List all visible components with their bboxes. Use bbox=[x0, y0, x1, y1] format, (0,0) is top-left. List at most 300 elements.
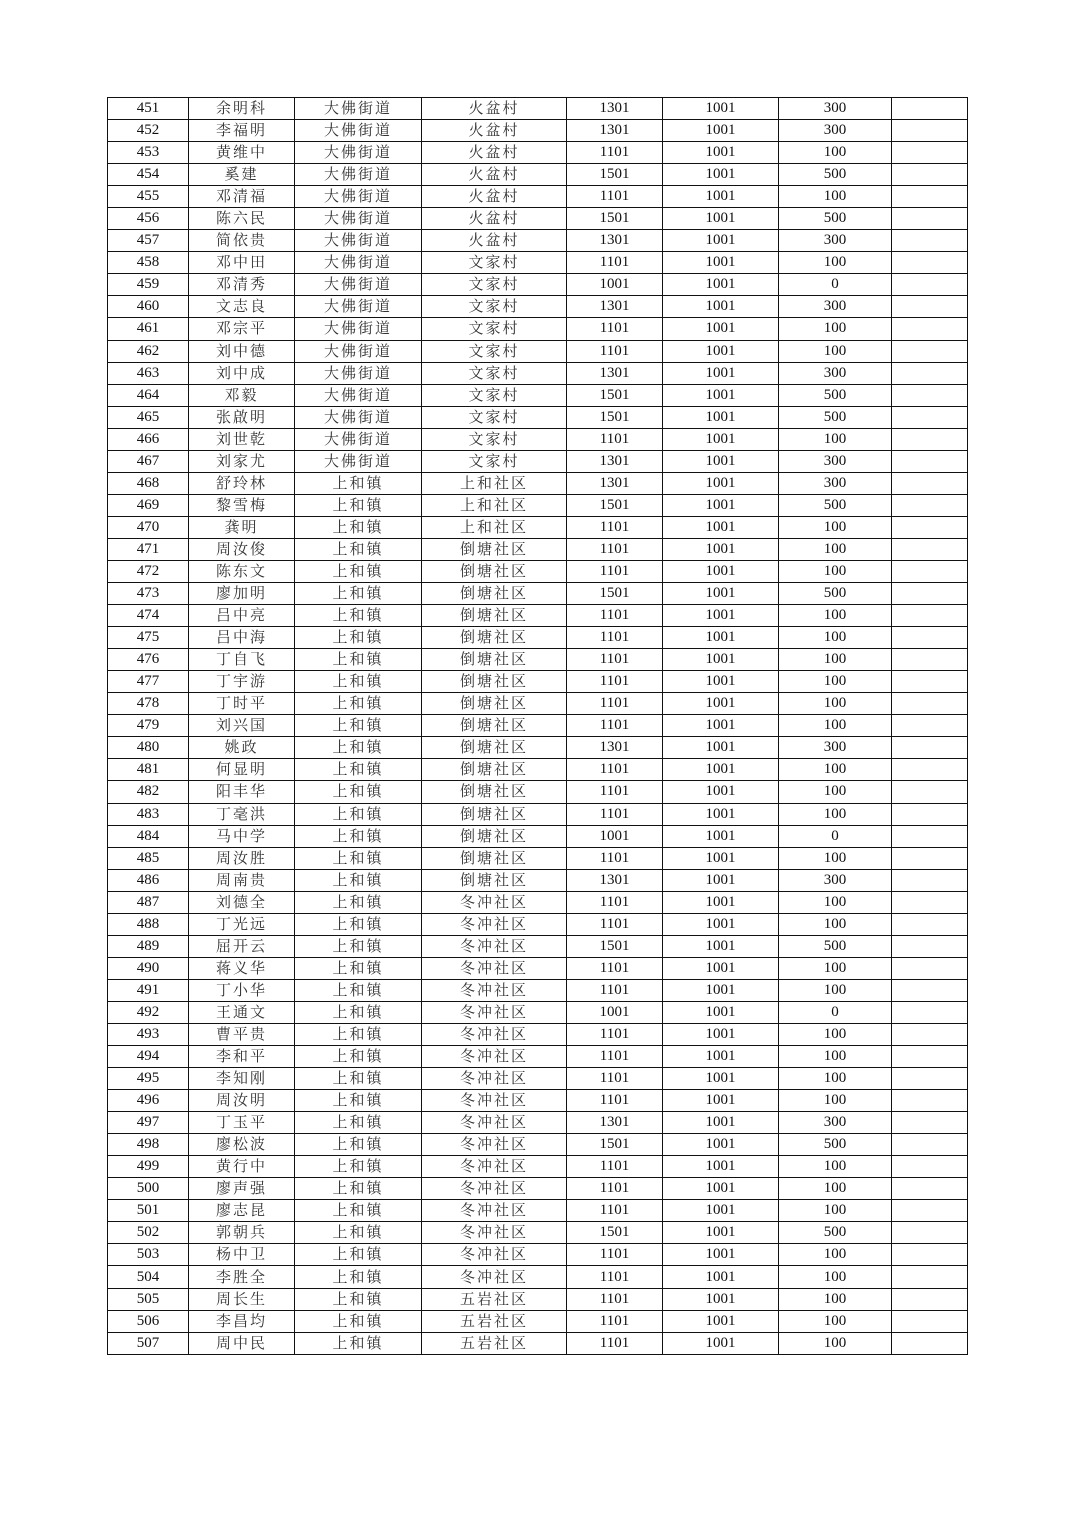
code-a-cell: 1101 bbox=[567, 693, 663, 715]
town-cell: 上和镇 bbox=[295, 605, 422, 627]
table-row bbox=[108, 1310, 968, 1332]
village-cell: 冬冲社区 bbox=[422, 1023, 567, 1045]
remark-cell bbox=[892, 1222, 968, 1244]
amount-cell: 100 bbox=[779, 649, 892, 671]
name-cell: 刘德全 bbox=[189, 891, 295, 913]
code-a-cell: 1301 bbox=[567, 869, 663, 891]
seq-cell: 492 bbox=[108, 1001, 189, 1023]
code-b-cell: 1001 bbox=[663, 1288, 779, 1310]
amount-cell: 100 bbox=[779, 1023, 892, 1045]
table-row bbox=[108, 516, 968, 538]
amount-cell: 100 bbox=[779, 979, 892, 1001]
name-cell: 李福明 bbox=[189, 120, 295, 142]
code-b-cell: 1001 bbox=[663, 715, 779, 737]
amount-cell: 500 bbox=[779, 384, 892, 406]
name-cell: 黎雪梅 bbox=[189, 494, 295, 516]
code-b-cell: 1001 bbox=[663, 98, 779, 120]
amount-cell: 100 bbox=[779, 957, 892, 979]
amount-cell: 100 bbox=[779, 605, 892, 627]
amount-cell: 100 bbox=[779, 715, 892, 737]
table-row bbox=[108, 494, 968, 516]
table-row bbox=[108, 891, 968, 913]
code-a-cell: 1101 bbox=[567, 671, 663, 693]
remark-cell bbox=[892, 1288, 968, 1310]
code-b-cell: 1001 bbox=[663, 340, 779, 362]
remark-cell bbox=[892, 1310, 968, 1332]
code-a-cell: 1101 bbox=[567, 1068, 663, 1090]
remark-cell bbox=[892, 913, 968, 935]
code-a-cell: 1101 bbox=[567, 1310, 663, 1332]
code-b-cell: 1001 bbox=[663, 296, 779, 318]
seq-cell: 496 bbox=[108, 1090, 189, 1112]
code-b-cell: 1001 bbox=[663, 1068, 779, 1090]
village-cell: 火盆村 bbox=[422, 120, 567, 142]
remark-cell bbox=[892, 142, 968, 164]
name-cell: 丁玉平 bbox=[189, 1112, 295, 1134]
seq-cell: 471 bbox=[108, 538, 189, 560]
seq-cell: 475 bbox=[108, 627, 189, 649]
seq-cell: 498 bbox=[108, 1134, 189, 1156]
code-a-cell: 1301 bbox=[567, 120, 663, 142]
name-cell: 刘中成 bbox=[189, 362, 295, 384]
table-row bbox=[108, 208, 968, 230]
village-cell: 倒塘社区 bbox=[422, 583, 567, 605]
village-cell: 倒塘社区 bbox=[422, 781, 567, 803]
amount-cell: 100 bbox=[779, 781, 892, 803]
code-a-cell: 1101 bbox=[567, 252, 663, 274]
seq-cell: 502 bbox=[108, 1222, 189, 1244]
name-cell: 郭朝兵 bbox=[189, 1222, 295, 1244]
code-b-cell: 1001 bbox=[663, 847, 779, 869]
town-cell: 上和镇 bbox=[295, 1023, 422, 1045]
amount-cell: 100 bbox=[779, 1178, 892, 1200]
remark-cell bbox=[892, 825, 968, 847]
amount-cell: 100 bbox=[779, 671, 892, 693]
code-a-cell: 1301 bbox=[567, 98, 663, 120]
seq-cell: 500 bbox=[108, 1178, 189, 1200]
village-cell: 倒塘社区 bbox=[422, 693, 567, 715]
town-cell: 大佛街道 bbox=[295, 362, 422, 384]
name-cell: 邓宗平 bbox=[189, 318, 295, 340]
town-cell: 上和镇 bbox=[295, 869, 422, 891]
name-cell: 吕中海 bbox=[189, 627, 295, 649]
town-cell: 大佛街道 bbox=[295, 142, 422, 164]
code-b-cell: 1001 bbox=[663, 869, 779, 891]
table-row bbox=[108, 671, 968, 693]
code-b-cell: 1001 bbox=[663, 516, 779, 538]
seq-cell: 455 bbox=[108, 186, 189, 208]
code-a-cell: 1101 bbox=[567, 428, 663, 450]
amount-cell: 100 bbox=[779, 428, 892, 450]
remark-cell bbox=[892, 1023, 968, 1045]
code-b-cell: 1001 bbox=[663, 1244, 779, 1266]
remark-cell bbox=[892, 1200, 968, 1222]
remark-cell bbox=[892, 340, 968, 362]
village-cell: 火盆村 bbox=[422, 208, 567, 230]
seq-cell: 462 bbox=[108, 340, 189, 362]
code-a-cell: 1101 bbox=[567, 1178, 663, 1200]
village-cell: 文家村 bbox=[422, 318, 567, 340]
name-cell: 周汝胜 bbox=[189, 847, 295, 869]
amount-cell: 0 bbox=[779, 274, 892, 296]
code-a-cell: 1101 bbox=[567, 516, 663, 538]
table-row bbox=[108, 737, 968, 759]
remark-cell bbox=[892, 450, 968, 472]
remark-cell bbox=[892, 781, 968, 803]
seq-cell: 451 bbox=[108, 98, 189, 120]
code-b-cell: 1001 bbox=[663, 362, 779, 384]
table-row bbox=[108, 979, 968, 1001]
town-cell: 大佛街道 bbox=[295, 164, 422, 186]
seq-cell: 480 bbox=[108, 737, 189, 759]
name-cell: 龚明 bbox=[189, 516, 295, 538]
amount-cell: 300 bbox=[779, 230, 892, 252]
code-b-cell: 1001 bbox=[663, 120, 779, 142]
town-cell: 大佛街道 bbox=[295, 296, 422, 318]
name-cell: 刘兴国 bbox=[189, 715, 295, 737]
code-b-cell: 1001 bbox=[663, 1266, 779, 1288]
town-cell: 上和镇 bbox=[295, 715, 422, 737]
seq-cell: 452 bbox=[108, 120, 189, 142]
table-row bbox=[108, 1001, 968, 1023]
village-cell: 倒塘社区 bbox=[422, 627, 567, 649]
code-b-cell: 1001 bbox=[663, 913, 779, 935]
remark-cell bbox=[892, 208, 968, 230]
name-cell: 廖加明 bbox=[189, 583, 295, 605]
town-cell: 上和镇 bbox=[295, 649, 422, 671]
amount-cell: 100 bbox=[779, 516, 892, 538]
town-cell: 上和镇 bbox=[295, 1090, 422, 1112]
name-cell: 李胜全 bbox=[189, 1266, 295, 1288]
town-cell: 上和镇 bbox=[295, 1244, 422, 1266]
town-cell: 大佛街道 bbox=[295, 274, 422, 296]
remark-cell bbox=[892, 406, 968, 428]
amount-cell: 100 bbox=[779, 913, 892, 935]
name-cell: 姚政 bbox=[189, 737, 295, 759]
seq-cell: 482 bbox=[108, 781, 189, 803]
code-a-cell: 1101 bbox=[567, 1332, 663, 1354]
seq-cell: 453 bbox=[108, 142, 189, 164]
amount-cell: 300 bbox=[779, 450, 892, 472]
amount-cell: 300 bbox=[779, 472, 892, 494]
village-cell: 冬冲社区 bbox=[422, 1222, 567, 1244]
table-row bbox=[108, 627, 968, 649]
remark-cell bbox=[892, 627, 968, 649]
amount-cell: 100 bbox=[779, 560, 892, 582]
amount-cell: 0 bbox=[779, 1001, 892, 1023]
code-b-cell: 1001 bbox=[663, 186, 779, 208]
amount-cell: 300 bbox=[779, 737, 892, 759]
seq-cell: 468 bbox=[108, 472, 189, 494]
village-cell: 五岩社区 bbox=[422, 1310, 567, 1332]
code-b-cell: 1001 bbox=[663, 406, 779, 428]
code-a-cell: 1101 bbox=[567, 1046, 663, 1068]
town-cell: 上和镇 bbox=[295, 560, 422, 582]
code-b-cell: 1001 bbox=[663, 693, 779, 715]
amount-cell: 300 bbox=[779, 869, 892, 891]
code-b-cell: 1001 bbox=[663, 274, 779, 296]
amount-cell: 100 bbox=[779, 891, 892, 913]
amount-cell: 100 bbox=[779, 1068, 892, 1090]
table-row bbox=[108, 605, 968, 627]
village-cell: 上和社区 bbox=[422, 516, 567, 538]
code-a-cell: 1101 bbox=[567, 891, 663, 913]
village-cell: 五岩社区 bbox=[422, 1332, 567, 1354]
village-cell: 文家村 bbox=[422, 384, 567, 406]
table-row bbox=[108, 384, 968, 406]
name-cell: 丁自飞 bbox=[189, 649, 295, 671]
table-row bbox=[108, 1156, 968, 1178]
seq-cell: 470 bbox=[108, 516, 189, 538]
seq-cell: 489 bbox=[108, 935, 189, 957]
code-b-cell: 1001 bbox=[663, 384, 779, 406]
code-b-cell: 1001 bbox=[663, 1222, 779, 1244]
remark-cell bbox=[892, 1090, 968, 1112]
code-b-cell: 1001 bbox=[663, 1112, 779, 1134]
remark-cell bbox=[892, 891, 968, 913]
code-a-cell: 1501 bbox=[567, 384, 663, 406]
town-cell: 上和镇 bbox=[295, 472, 422, 494]
seq-cell: 469 bbox=[108, 494, 189, 516]
table-row bbox=[108, 340, 968, 362]
remark-cell bbox=[892, 274, 968, 296]
code-a-cell: 1101 bbox=[567, 538, 663, 560]
table-row bbox=[108, 142, 968, 164]
code-b-cell: 1001 bbox=[663, 803, 779, 825]
code-b-cell: 1001 bbox=[663, 230, 779, 252]
town-cell: 上和镇 bbox=[295, 913, 422, 935]
amount-cell: 100 bbox=[779, 1156, 892, 1178]
town-cell: 上和镇 bbox=[295, 1112, 422, 1134]
code-a-cell: 1101 bbox=[567, 759, 663, 781]
amount-cell: 500 bbox=[779, 1134, 892, 1156]
town-cell: 上和镇 bbox=[295, 847, 422, 869]
amount-cell: 100 bbox=[779, 1090, 892, 1112]
code-a-cell: 1101 bbox=[567, 1200, 663, 1222]
remark-cell bbox=[892, 230, 968, 252]
town-cell: 上和镇 bbox=[295, 583, 422, 605]
table-row bbox=[108, 715, 968, 737]
village-cell: 文家村 bbox=[422, 450, 567, 472]
seq-cell: 491 bbox=[108, 979, 189, 1001]
name-cell: 周汝明 bbox=[189, 1090, 295, 1112]
village-cell: 上和社区 bbox=[422, 494, 567, 516]
name-cell: 刘家尤 bbox=[189, 450, 295, 472]
code-b-cell: 1001 bbox=[663, 1156, 779, 1178]
code-b-cell: 1001 bbox=[663, 1090, 779, 1112]
code-b-cell: 1001 bbox=[663, 583, 779, 605]
town-cell: 上和镇 bbox=[295, 825, 422, 847]
code-b-cell: 1001 bbox=[663, 891, 779, 913]
seq-cell: 505 bbox=[108, 1288, 189, 1310]
remark-cell bbox=[892, 1068, 968, 1090]
code-a-cell: 1101 bbox=[567, 1156, 663, 1178]
table-row bbox=[108, 318, 968, 340]
town-cell: 上和镇 bbox=[295, 759, 422, 781]
village-cell: 冬冲社区 bbox=[422, 1156, 567, 1178]
remark-cell bbox=[892, 869, 968, 891]
name-cell: 周南贵 bbox=[189, 869, 295, 891]
remark-cell bbox=[892, 583, 968, 605]
village-cell: 冬冲社区 bbox=[422, 1046, 567, 1068]
amount-cell: 100 bbox=[779, 1332, 892, 1354]
code-a-cell: 1101 bbox=[567, 781, 663, 803]
town-cell: 上和镇 bbox=[295, 737, 422, 759]
remark-cell bbox=[892, 1332, 968, 1354]
town-cell: 大佛街道 bbox=[295, 98, 422, 120]
seq-cell: 488 bbox=[108, 913, 189, 935]
town-cell: 上和镇 bbox=[295, 516, 422, 538]
name-cell: 马中学 bbox=[189, 825, 295, 847]
table-row bbox=[108, 913, 968, 935]
remark-cell bbox=[892, 252, 968, 274]
code-a-cell: 1501 bbox=[567, 208, 663, 230]
code-a-cell: 1301 bbox=[567, 296, 663, 318]
code-a-cell: 1101 bbox=[567, 318, 663, 340]
remark-cell bbox=[892, 1001, 968, 1023]
table-row bbox=[108, 560, 968, 582]
town-cell: 大佛街道 bbox=[295, 208, 422, 230]
seq-cell: 503 bbox=[108, 1244, 189, 1266]
name-cell: 丁光远 bbox=[189, 913, 295, 935]
amount-cell: 100 bbox=[779, 1288, 892, 1310]
code-a-cell: 1101 bbox=[567, 186, 663, 208]
table-row bbox=[108, 1046, 968, 1068]
seq-cell: 454 bbox=[108, 164, 189, 186]
code-a-cell: 1101 bbox=[567, 560, 663, 582]
remark-cell bbox=[892, 1178, 968, 1200]
town-cell: 大佛街道 bbox=[295, 340, 422, 362]
table-row bbox=[108, 869, 968, 891]
village-cell: 倒塘社区 bbox=[422, 869, 567, 891]
remark-cell bbox=[892, 384, 968, 406]
roster-table bbox=[107, 97, 968, 1355]
table-row bbox=[108, 1266, 968, 1288]
village-cell: 五岩社区 bbox=[422, 1288, 567, 1310]
table-row bbox=[108, 1090, 968, 1112]
code-a-cell: 1101 bbox=[567, 340, 663, 362]
village-cell: 倒塘社区 bbox=[422, 737, 567, 759]
code-b-cell: 1001 bbox=[663, 825, 779, 847]
village-cell: 文家村 bbox=[422, 362, 567, 384]
remark-cell bbox=[892, 649, 968, 671]
remark-cell bbox=[892, 516, 968, 538]
code-a-cell: 1001 bbox=[567, 274, 663, 296]
code-a-cell: 1101 bbox=[567, 605, 663, 627]
table-row bbox=[108, 472, 968, 494]
code-b-cell: 1001 bbox=[663, 450, 779, 472]
village-cell: 倒塘社区 bbox=[422, 715, 567, 737]
name-cell: 陈六民 bbox=[189, 208, 295, 230]
table-row bbox=[108, 1112, 968, 1134]
seq-cell: 466 bbox=[108, 428, 189, 450]
code-b-cell: 1001 bbox=[663, 649, 779, 671]
name-cell: 刘中德 bbox=[189, 340, 295, 362]
table-row bbox=[108, 649, 968, 671]
name-cell: 邓清福 bbox=[189, 186, 295, 208]
remark-cell bbox=[892, 957, 968, 979]
town-cell: 上和镇 bbox=[295, 1310, 422, 1332]
remark-cell bbox=[892, 560, 968, 582]
code-b-cell: 1001 bbox=[663, 957, 779, 979]
amount-cell: 500 bbox=[779, 208, 892, 230]
table-row bbox=[108, 164, 968, 186]
village-cell: 文家村 bbox=[422, 340, 567, 362]
seq-cell: 486 bbox=[108, 869, 189, 891]
name-cell: 廖声强 bbox=[189, 1178, 295, 1200]
remark-cell bbox=[892, 803, 968, 825]
village-cell: 倒塘社区 bbox=[422, 825, 567, 847]
seq-cell: 479 bbox=[108, 715, 189, 737]
code-a-cell: 1101 bbox=[567, 1090, 663, 1112]
name-cell: 李知刚 bbox=[189, 1068, 295, 1090]
town-cell: 上和镇 bbox=[295, 891, 422, 913]
remark-cell bbox=[892, 759, 968, 781]
village-cell: 文家村 bbox=[422, 274, 567, 296]
seq-cell: 495 bbox=[108, 1068, 189, 1090]
name-cell: 周中民 bbox=[189, 1332, 295, 1354]
remark-cell bbox=[892, 1134, 968, 1156]
town-cell: 大佛街道 bbox=[295, 318, 422, 340]
village-cell: 冬冲社区 bbox=[422, 957, 567, 979]
code-b-cell: 1001 bbox=[663, 605, 779, 627]
village-cell: 冬冲社区 bbox=[422, 1090, 567, 1112]
seq-cell: 461 bbox=[108, 318, 189, 340]
name-cell: 简依贵 bbox=[189, 230, 295, 252]
seq-cell: 460 bbox=[108, 296, 189, 318]
town-cell: 大佛街道 bbox=[295, 428, 422, 450]
town-cell: 上和镇 bbox=[295, 494, 422, 516]
table-row bbox=[108, 935, 968, 957]
table-row bbox=[108, 296, 968, 318]
seq-cell: 490 bbox=[108, 957, 189, 979]
village-cell: 冬冲社区 bbox=[422, 1134, 567, 1156]
amount-cell: 100 bbox=[779, 847, 892, 869]
code-b-cell: 1001 bbox=[663, 781, 779, 803]
name-cell: 吕中亮 bbox=[189, 605, 295, 627]
name-cell: 廖志昆 bbox=[189, 1200, 295, 1222]
code-a-cell: 1101 bbox=[567, 1023, 663, 1045]
seq-cell: 463 bbox=[108, 362, 189, 384]
code-a-cell: 1301 bbox=[567, 362, 663, 384]
seq-cell: 478 bbox=[108, 693, 189, 715]
seq-cell: 474 bbox=[108, 605, 189, 627]
amount-cell: 500 bbox=[779, 935, 892, 957]
table-row bbox=[108, 1023, 968, 1045]
remark-cell bbox=[892, 671, 968, 693]
town-cell: 上和镇 bbox=[295, 671, 422, 693]
code-b-cell: 1001 bbox=[663, 494, 779, 516]
table-row bbox=[108, 781, 968, 803]
seq-cell: 501 bbox=[108, 1200, 189, 1222]
remark-cell bbox=[892, 715, 968, 737]
remark-cell bbox=[892, 296, 968, 318]
code-a-cell: 1101 bbox=[567, 957, 663, 979]
remark-cell bbox=[892, 98, 968, 120]
remark-cell bbox=[892, 494, 968, 516]
seq-cell: 483 bbox=[108, 803, 189, 825]
seq-cell: 456 bbox=[108, 208, 189, 230]
code-b-cell: 1001 bbox=[663, 627, 779, 649]
seq-cell: 459 bbox=[108, 274, 189, 296]
remark-cell bbox=[892, 1266, 968, 1288]
town-cell: 上和镇 bbox=[295, 1266, 422, 1288]
seq-cell: 477 bbox=[108, 671, 189, 693]
village-cell: 文家村 bbox=[422, 252, 567, 274]
village-cell: 冬冲社区 bbox=[422, 979, 567, 1001]
code-a-cell: 1301 bbox=[567, 472, 663, 494]
amount-cell: 300 bbox=[779, 362, 892, 384]
